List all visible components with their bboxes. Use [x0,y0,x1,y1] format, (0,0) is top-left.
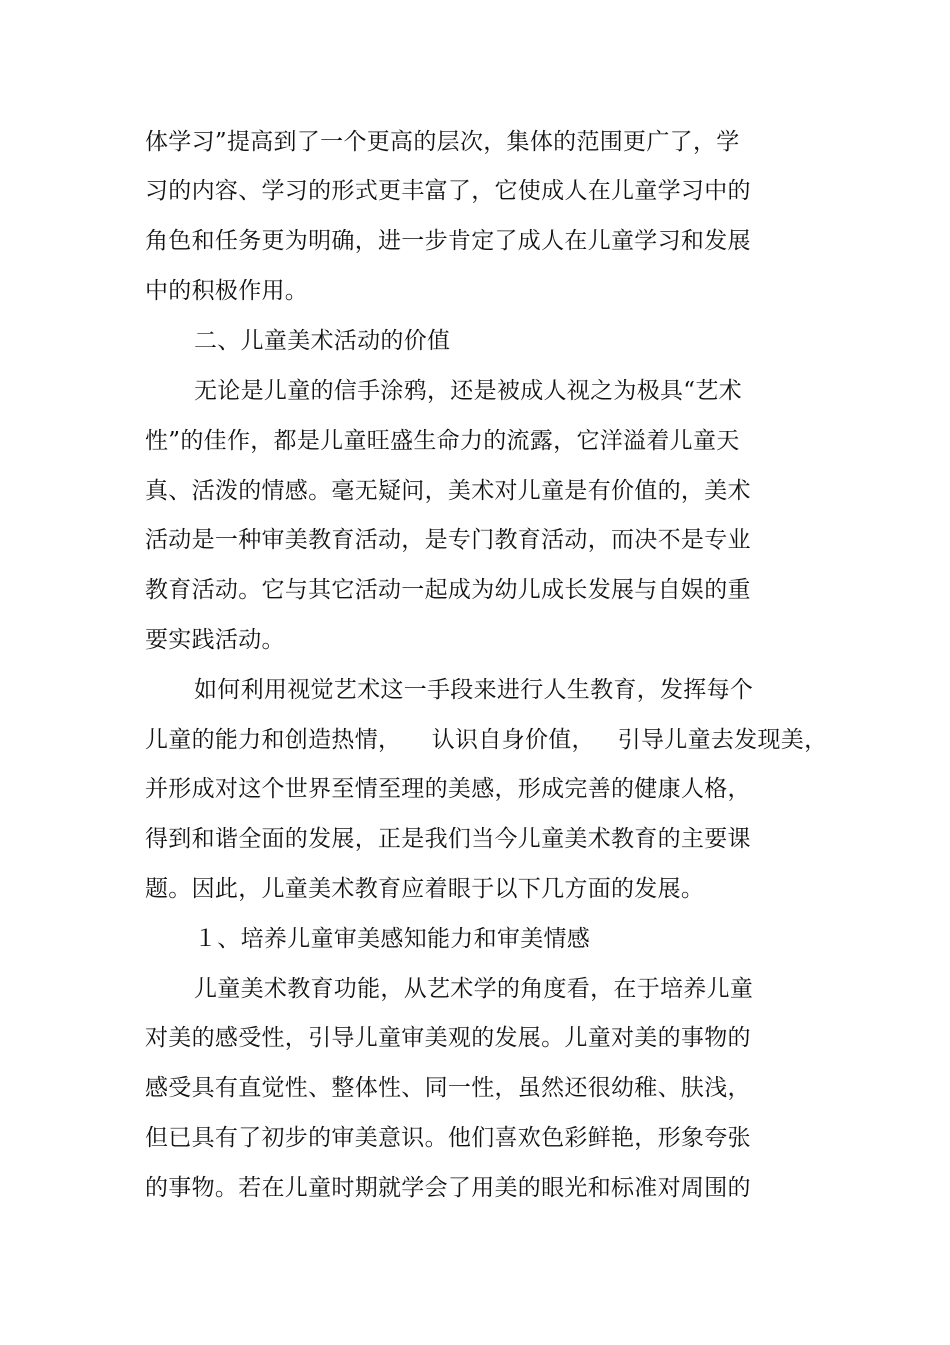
text-line: 角色和任务更为明确，进一步肯定了成人在儿童学习和发展 [145,228,751,254]
text-line: 的事物。若在儿童时期就学会了用美的眼光和标准对周围的 [145,1175,751,1201]
text-line: 教育活动。它与其它活动一起成为幼儿成长发展与自娱的重 [145,577,751,603]
text-line: 体学习”提高到了一个更高的层次，集体的范围更广了，学 [145,129,740,155]
text-line: 如何利用视觉艺术这一手段来进行人生教育，发挥每个 [194,677,754,703]
text-line: 题。因此，儿童美术教育应着眼于以下几方面的发展。 [145,876,705,902]
text-line: 感受具有直觉性、整体性、同一性，虽然还很幼稚、肤浅， [145,1075,751,1101]
text-line: 儿童美术教育功能，从艺术学的角度看，在于培养儿童 [194,976,754,1002]
text-line: 儿童的能力和创造热情， 认识自身价值， 引导儿童去发现美， [145,727,828,753]
text-line: 性”的佳作，都是儿童旺盛生命力的流露，它洋溢着儿童天 [145,428,740,454]
text-line: 但已具有了初步的审美意识。他们喜欢色彩鲜艳，形象夸张 [145,1125,751,1151]
text-line: 对美的感受性，引导儿童审美观的发展。儿童对美的事物的 [145,1025,751,1051]
text-line: 并形成对这个世界至情至理的美感，形成完善的健康人格， [145,776,751,802]
section-heading: 二、儿童美术活动的价值 [194,328,451,354]
text-line: 得到和谐全面的发展，正是我们当今儿童美术教育的主要课 [145,826,751,852]
text-line: 习的内容、学习的形式更丰富了，它使成人在儿童学习中的 [145,178,751,204]
text-line: 中的积极作用。 [145,278,309,304]
text-line: 真、活泼的情感。毫无疑问，美术对儿童是有价值的，美术 [145,478,751,504]
subsection-heading: １、培养儿童审美感知能力和审美情感 [194,926,591,952]
text-line: 无论是儿童的信手涂鸦，还是被成人视之为极具“艺术 [194,378,742,404]
text-line: 要实践活动。 [145,627,285,653]
text-line: 活动是一种审美教育活动，是专门教育活动，而决不是专业 [145,527,751,553]
